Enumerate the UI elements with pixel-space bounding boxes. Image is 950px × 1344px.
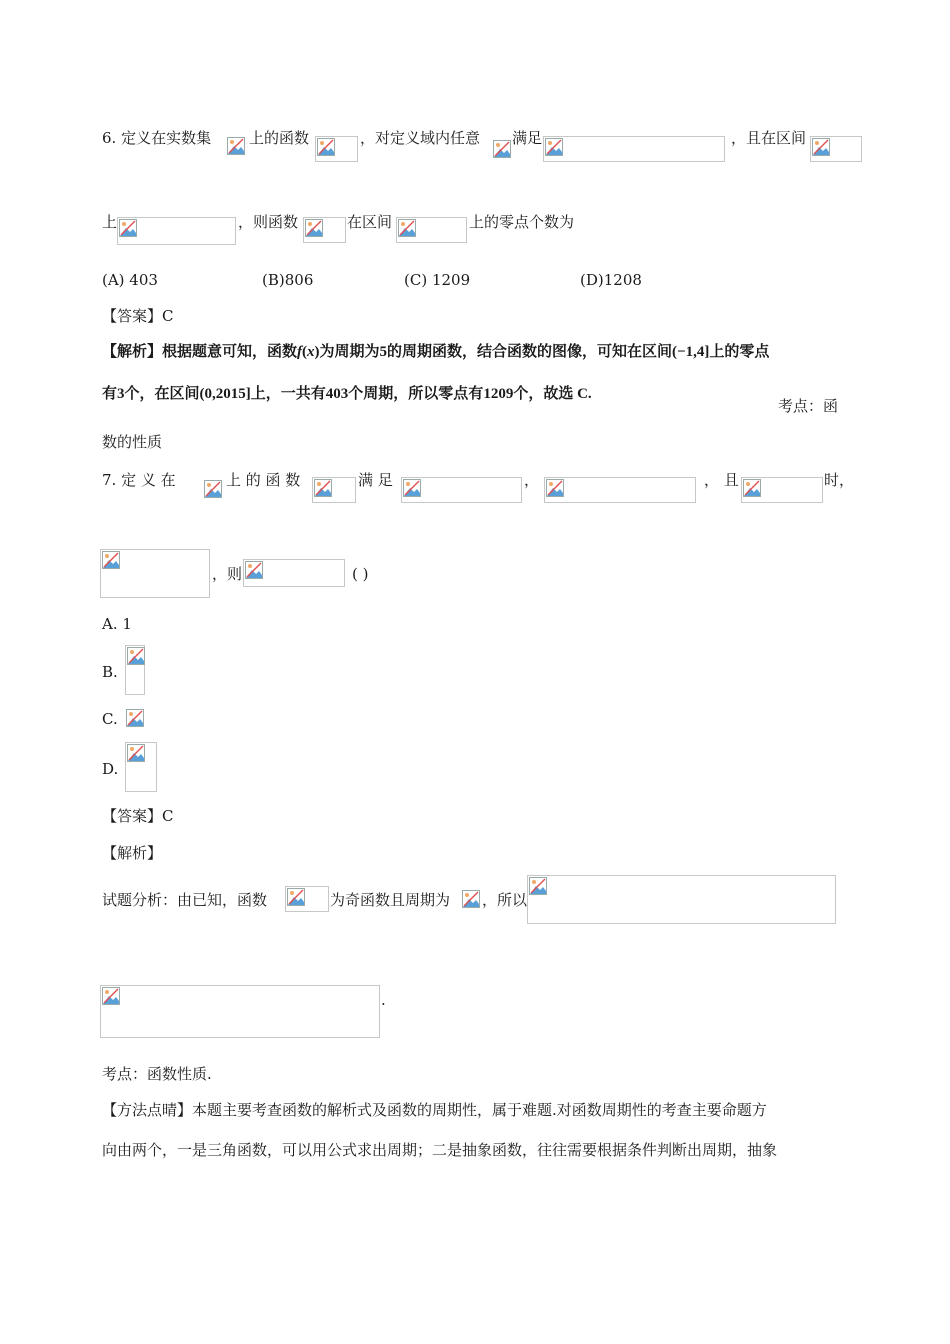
q6-analysis-text: 个，在区间 bbox=[124, 386, 200, 402]
q6-analysis-line-1 bbox=[102, 342, 769, 362]
q6-text-3: ，对定义域内任意 bbox=[360, 129, 481, 147]
formula-image-q6-x bbox=[492, 139, 512, 159]
q6-analysis-line-2 bbox=[102, 384, 592, 404]
q6-kaodian-a: 考点：函 bbox=[778, 397, 839, 415]
formula-image-q7-value bbox=[243, 559, 345, 587]
q7-method-line-1: 【方法点晴】本题主要考查函数的解析式及函数的周期性，属于难题.对函数周期性的考查主要命题方 bbox=[102, 1101, 767, 1119]
formula-image-q7-option-c bbox=[125, 708, 149, 730]
formula-image-q7-set bbox=[203, 479, 225, 501]
q6-text-6: 上 bbox=[102, 213, 118, 231]
q6-analysis-text: 上的零点 bbox=[709, 344, 770, 360]
formula-image-q6-func bbox=[315, 136, 358, 162]
q6-analysis-text: )为周期为 bbox=[314, 344, 380, 360]
q7-option-b: B. bbox=[102, 663, 118, 681]
q7-analysis-text-2: 为奇函数且周期为 bbox=[330, 891, 451, 909]
q7-analysis-text-1: 试题分析：由已知，函数 bbox=[102, 891, 268, 909]
q6-analysis-text: 个周期，所以零点有 bbox=[348, 386, 484, 402]
formula-image-q7-derivation-1 bbox=[527, 875, 836, 924]
q7-option-d: D. bbox=[102, 760, 119, 778]
q6-text-2: 上的函数 bbox=[249, 129, 310, 147]
q7-method-line-2: 向由两个，一是三角函数，可以用公式求出周期；二是抽象函数，往往需要根据条件判断出周期，抽象 bbox=[102, 1141, 778, 1159]
q6-analysis-text: 根据题意可知，函数 bbox=[162, 344, 298, 360]
formula-image-q6-interval bbox=[810, 136, 862, 162]
q6-analysis-label: 【解析】 bbox=[102, 344, 163, 360]
q7-analysis-label: 【解析】 bbox=[102, 844, 163, 862]
math-403: 403 bbox=[325, 386, 349, 402]
q6-text-8: 在区间 bbox=[347, 213, 393, 231]
formula-image-q6-cond bbox=[543, 136, 725, 162]
q7-answer: 【答案】C bbox=[102, 807, 174, 825]
q7-option-a: A. 1 bbox=[102, 615, 132, 633]
q7-text-3: 满 足 bbox=[358, 471, 393, 489]
formula-image-q7-func bbox=[312, 477, 356, 503]
q7-text-8: ( ) bbox=[352, 565, 369, 583]
q6-analysis-text: 上，一共有 bbox=[250, 386, 326, 402]
formula-image-q7-derivation-2 bbox=[100, 985, 380, 1038]
q7-text-6: 时， bbox=[824, 471, 855, 489]
q6-option-c: (C) 1209 bbox=[404, 271, 471, 289]
q6-option-b: (B)806 bbox=[262, 271, 314, 289]
formula-image-q7-option-d bbox=[125, 742, 157, 792]
q6-kaodian-b: 数的性质 bbox=[102, 433, 163, 451]
formula-image-q7-func-f bbox=[285, 886, 329, 912]
formula-image-q6-range bbox=[396, 217, 467, 243]
q6-analysis-text: 的周期函数，结合函数的图像，可知在区间 bbox=[387, 344, 673, 360]
q6-option-a: (A) 403 bbox=[102, 271, 158, 289]
formula-image-q7-option-b bbox=[125, 645, 145, 695]
q7-text-5: ， 且 bbox=[704, 471, 739, 489]
q6-answer: 【答案】C bbox=[102, 307, 174, 325]
q7-analysis-text-3: ，所以 bbox=[482, 891, 528, 909]
formula-image-q6-g bbox=[303, 217, 346, 243]
math-interval-2015: (0,2015] bbox=[199, 386, 251, 402]
q7-text-4: ， bbox=[524, 471, 540, 489]
formula-image-q7-def bbox=[100, 549, 210, 598]
q7-kaodian: 考点：函数性质. bbox=[102, 1065, 212, 1083]
formula-image-q6-set bbox=[226, 136, 248, 160]
formula-image-q7-period bbox=[461, 889, 481, 911]
q6-text-5: ，且在区间 bbox=[731, 129, 807, 147]
q6-text-1: 6. 定义在实数集 bbox=[102, 129, 212, 147]
math-f: f bbox=[297, 344, 303, 360]
formula-image-q6-def bbox=[117, 217, 236, 245]
q6-text-7: ，则函数 bbox=[238, 213, 299, 231]
q6-text-9: 上的零点个数为 bbox=[469, 213, 575, 231]
q7-text-7: ，则 bbox=[212, 565, 243, 583]
math-interval: (−1,4] bbox=[672, 344, 710, 360]
q7-text-1: 7. 定 义 在 bbox=[102, 471, 176, 489]
q6-text-4: 满足 bbox=[512, 129, 543, 147]
q6-option-d: (D)1208 bbox=[580, 271, 642, 289]
q6-analysis-text: 个，故选 C. bbox=[513, 386, 592, 402]
formula-image-q7-cond1 bbox=[401, 477, 522, 503]
q7-text-2: 上 的 函 数 bbox=[226, 471, 301, 489]
math-3: 3 bbox=[117, 386, 125, 402]
q6-analysis-text: 有 bbox=[102, 386, 118, 402]
math-x: x bbox=[307, 344, 315, 360]
formula-image-q7-range bbox=[741, 477, 823, 503]
formula-image-q7-cond2 bbox=[544, 477, 696, 503]
math-5: 5 bbox=[379, 344, 388, 360]
q7-period-end: . bbox=[381, 991, 386, 1009]
math-paren: ( bbox=[302, 344, 308, 360]
math-1209: 1209 bbox=[483, 386, 514, 402]
q7-option-c: C. bbox=[102, 710, 118, 728]
